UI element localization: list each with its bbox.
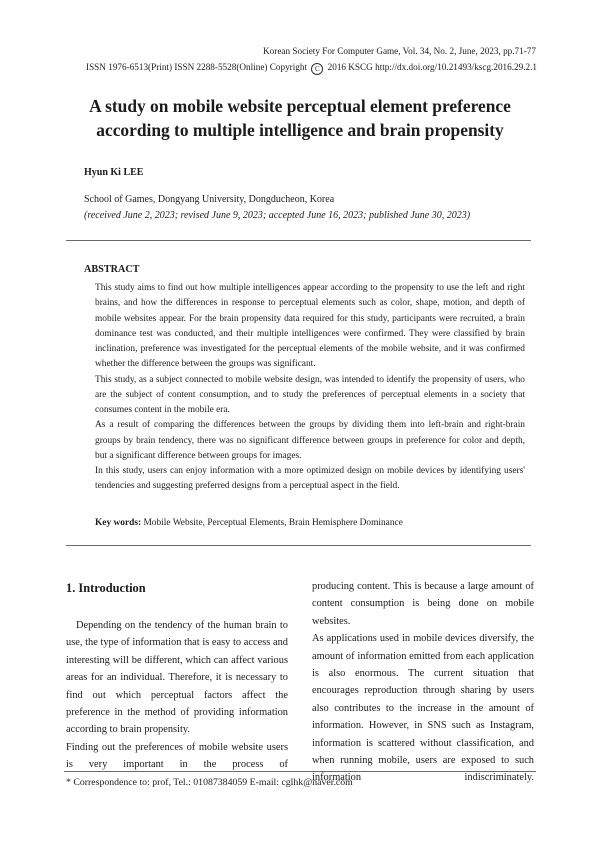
section-heading-introduction: 1. Introduction bbox=[66, 581, 146, 595]
abstract-paragraph: As a result of comparing the differences between the groups by dividing them into left-brain and right-brain groups by brain tendency, there was no significant difference between groups in preference for color and depth, but a significant difference between groups for images. bbox=[95, 420, 525, 461]
abstract-paragraph: This study, as a subject connected to mobile website design, was intended to identify the propensity of users, who are the subject of content consumption, and to study the preferences of perceptual elements in a society that consumes content in the mobile era. bbox=[95, 374, 525, 415]
copyright-icon: C bbox=[311, 63, 323, 75]
keywords bbox=[95, 518, 403, 528]
abstract-paragraph: In this study, users can enjoy information with a more optimized design on mobile devices by identifying users' tendencies and suggesting preferred designs from a perceptual aspect in the field. bbox=[95, 466, 525, 492]
keywords-list: Mobile Website, Perceptual Elements, Brain Hemisphere Dominance bbox=[143, 518, 403, 528]
doi-text: 2016 KSCG http://dx.doi.org/10.21493/kscg.2016.29.2.1 bbox=[327, 62, 537, 72]
footnote-divider bbox=[64, 771, 536, 772]
keywords-label: Key words: bbox=[95, 518, 142, 528]
body-paragraph: producing content. This is because a large amount of content consumption is being done on mobile websites. bbox=[312, 581, 534, 627]
journal-header-line-1: Korean Society For Computer Game, Vol. 34, No. 2, June, 2023, pp.71-77 bbox=[263, 46, 536, 56]
divider-top bbox=[66, 240, 531, 241]
correspondence-footnote: * Correspondence to: prof, Tel.: 01087384059 E-mail: cglhk@naver.com bbox=[66, 777, 353, 788]
body-paragraph: Finding out the preferences of mobile website users is very important in the process of bbox=[66, 741, 288, 771]
paper-title-line-1: A study on mobile website perceptual element preference bbox=[89, 96, 511, 116]
issn-copyright-text: ISSN 1976-6513(Print) ISSN 2288-5528(Online) Copyright bbox=[86, 62, 308, 72]
abstract-paragraph: This study aims to find out how multiple intelligences appear according to the propensity to use the left and right brains, and how the differences in response to perceptual elements such as color, shape, motion, and depth of mobile websites appear. For the brain propensity data required for this study, participants were recruited, a brain dominance test was conducted, and their multiple intelligences were confirmed. They were classified by brain inclination, preference was investigated for the perceptual elements of the mobile website, and it was confirmed whether the difference between the groups was significant. bbox=[95, 283, 525, 370]
body-paragraph: As applications used in mobile devices diversify, the amount of information emitted from each application is also enormous. The current situation that encourages reproduction through sharing by users also contributes to the increase in the amount of information. However, in SNS such as Instagram, information is scattered without classification, and when running mobile, users are exposed to such information indiscriminately. bbox=[312, 633, 534, 784]
paper-title-line-2: according to multiple intelligence and brain propensity bbox=[96, 120, 504, 140]
body-column-right bbox=[312, 578, 534, 787]
body-column-left bbox=[66, 579, 288, 774]
author-affiliation: School of Games, Dongyang University, Dongducheon, Korea bbox=[84, 194, 335, 205]
journal-header-line-2 bbox=[86, 62, 537, 75]
body-paragraph: Depending on the tendency of the human brain to use, the type of information that is easy to access and interesting will be different, which can affect various areas for an individual. Therefore, it is necessary to find out which perceptual factors affect the preference in the method of providing information according to brain propensity. bbox=[66, 620, 288, 736]
publication-dates: (received June 2, 2023; revised June 9, 2023; accepted June 16, 2023; published June 30, 2023) bbox=[84, 210, 471, 221]
abstract-heading: ABSTRACT bbox=[84, 264, 140, 275]
author-name: Hyun Ki LEE bbox=[84, 167, 144, 178]
abstract-body bbox=[95, 281, 525, 495]
divider-bottom bbox=[66, 545, 531, 546]
